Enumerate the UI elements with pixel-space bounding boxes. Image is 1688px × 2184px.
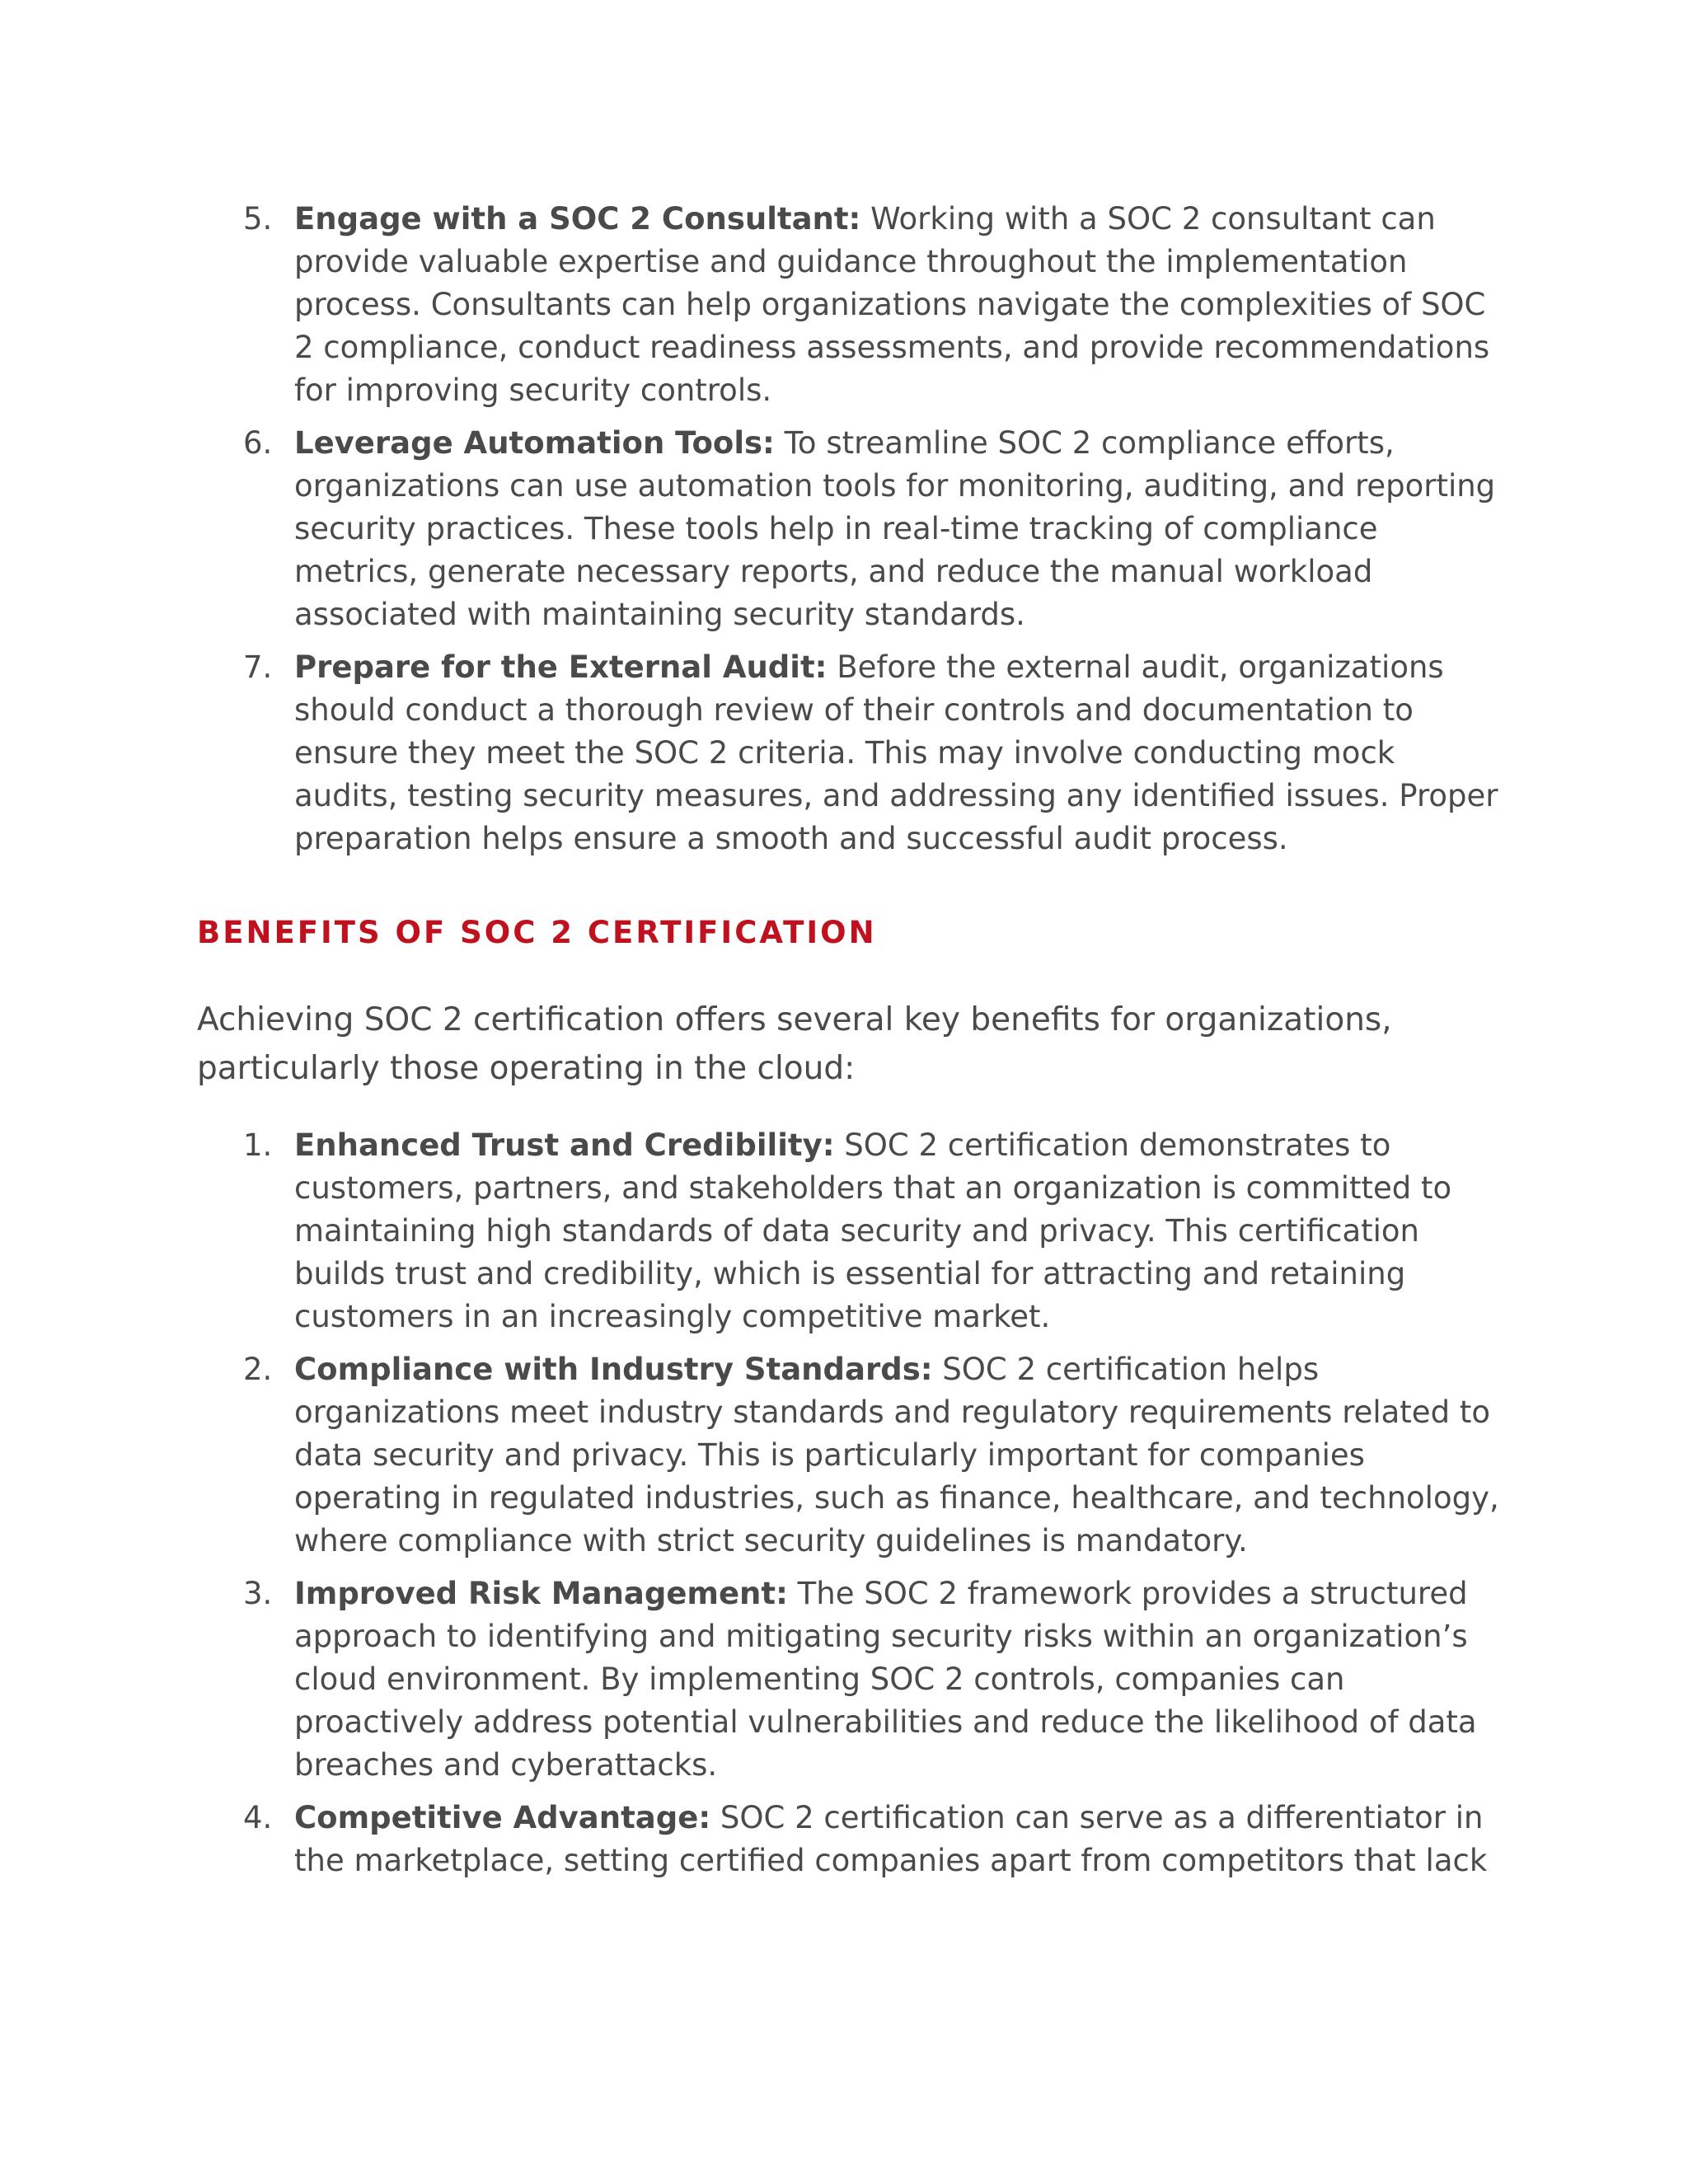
list-item-text: The SOC 2 framework provides a structured approach to identifying and mitigating security risks within an organization’s cloud environment. By implementing SOC 2 controls, companies can proactively address potential vulnerabilities and reduce the likelihood of data breaches and cyberattacks. <box>294 1576 1477 1783</box>
list-item-title: Competitive Advantage: <box>294 1800 711 1835</box>
benefits-list <box>197 1124 1507 1892</box>
steps-list <box>197 198 1507 870</box>
list-item-title: Leverage Automation Tools: <box>294 425 775 461</box>
list-item-number: 3. <box>243 1576 273 1611</box>
list-item-title: Improved Risk Management: <box>294 1576 788 1611</box>
list-item-text: SOC 2 certification helps organizations meet industry standards and regulatory requirements related to data security and privacy. This is particularly important for companies operating in regulated industries, such as finance, healthcare, and technology, where compliance with strict security guidelines is mandatory. <box>294 1352 1499 1558</box>
list-item <box>197 1797 1507 1882</box>
list-item-text: To streamline SOC 2 compliance efforts, organizations can use automation tools for monitoring, auditing, and reporting security practices. These tools help in real-time tracking of compliance metrics, generate necessary reports, and reduce the manual workload associated with maintaining security standards. <box>294 425 1496 632</box>
list-item-title: Enhanced Trust and Credibility: <box>294 1127 835 1163</box>
list-item-number: 7. <box>243 649 273 685</box>
list-item-title: Engage with a SOC 2 Consultant: <box>294 201 861 237</box>
list-item <box>197 1348 1507 1563</box>
list-item <box>197 646 1507 860</box>
list-item-number: 1. <box>243 1127 273 1163</box>
list-item-text: Working with a SOC 2 consultant can provide valuable expertise and guidance throughout the implementation process. Consultants can help organizations navigate the complexities of SOC 2 compliance, conduct readiness assessments, and provide recommendations for improving security controls. <box>294 201 1490 408</box>
list-item <box>197 198 1507 412</box>
list-item-text: SOC 2 certification can serve as a differentiator in the marketplace, setting certified companies apart from competitors that lack <box>294 1800 1488 1878</box>
list-item <box>197 422 1507 636</box>
list-item-text: SOC 2 certification demonstrates to customers, partners, and stakeholders that an organization is committed to maintaining high standards of data security and privacy. This certification builds trust and credibility, which is essential for attracting and retaining customers in an increasingly competitive market. <box>294 1127 1452 1334</box>
section-intro: Achieving SOC 2 certification offers several key benefits for organizations, particularly those operating in the cloud: <box>197 1001 1392 1087</box>
section-heading: BENEFITS OF SOC 2 CERTIFICATION <box>197 915 877 950</box>
list-item <box>197 1572 1507 1787</box>
list-item-number: 6. <box>243 425 273 461</box>
list-item-number: 4. <box>243 1800 273 1835</box>
list-item-text: Before the external audit, organizations should conduct a thorough review of their controls and documentation to ensure they meet the SOC 2 criteria. This may involve conducting mock audits, testing security measures, and addressing any identified issues. Proper preparation helps ensure a smooth and successful audit process. <box>294 649 1498 856</box>
list-item <box>197 1124 1507 1338</box>
list-item-number: 5. <box>243 201 273 237</box>
list-item-title: Prepare for the External Audit: <box>294 649 828 685</box>
list-item-title: Compliance with Industry Standards: <box>294 1352 933 1387</box>
list-item-number: 2. <box>243 1352 273 1387</box>
